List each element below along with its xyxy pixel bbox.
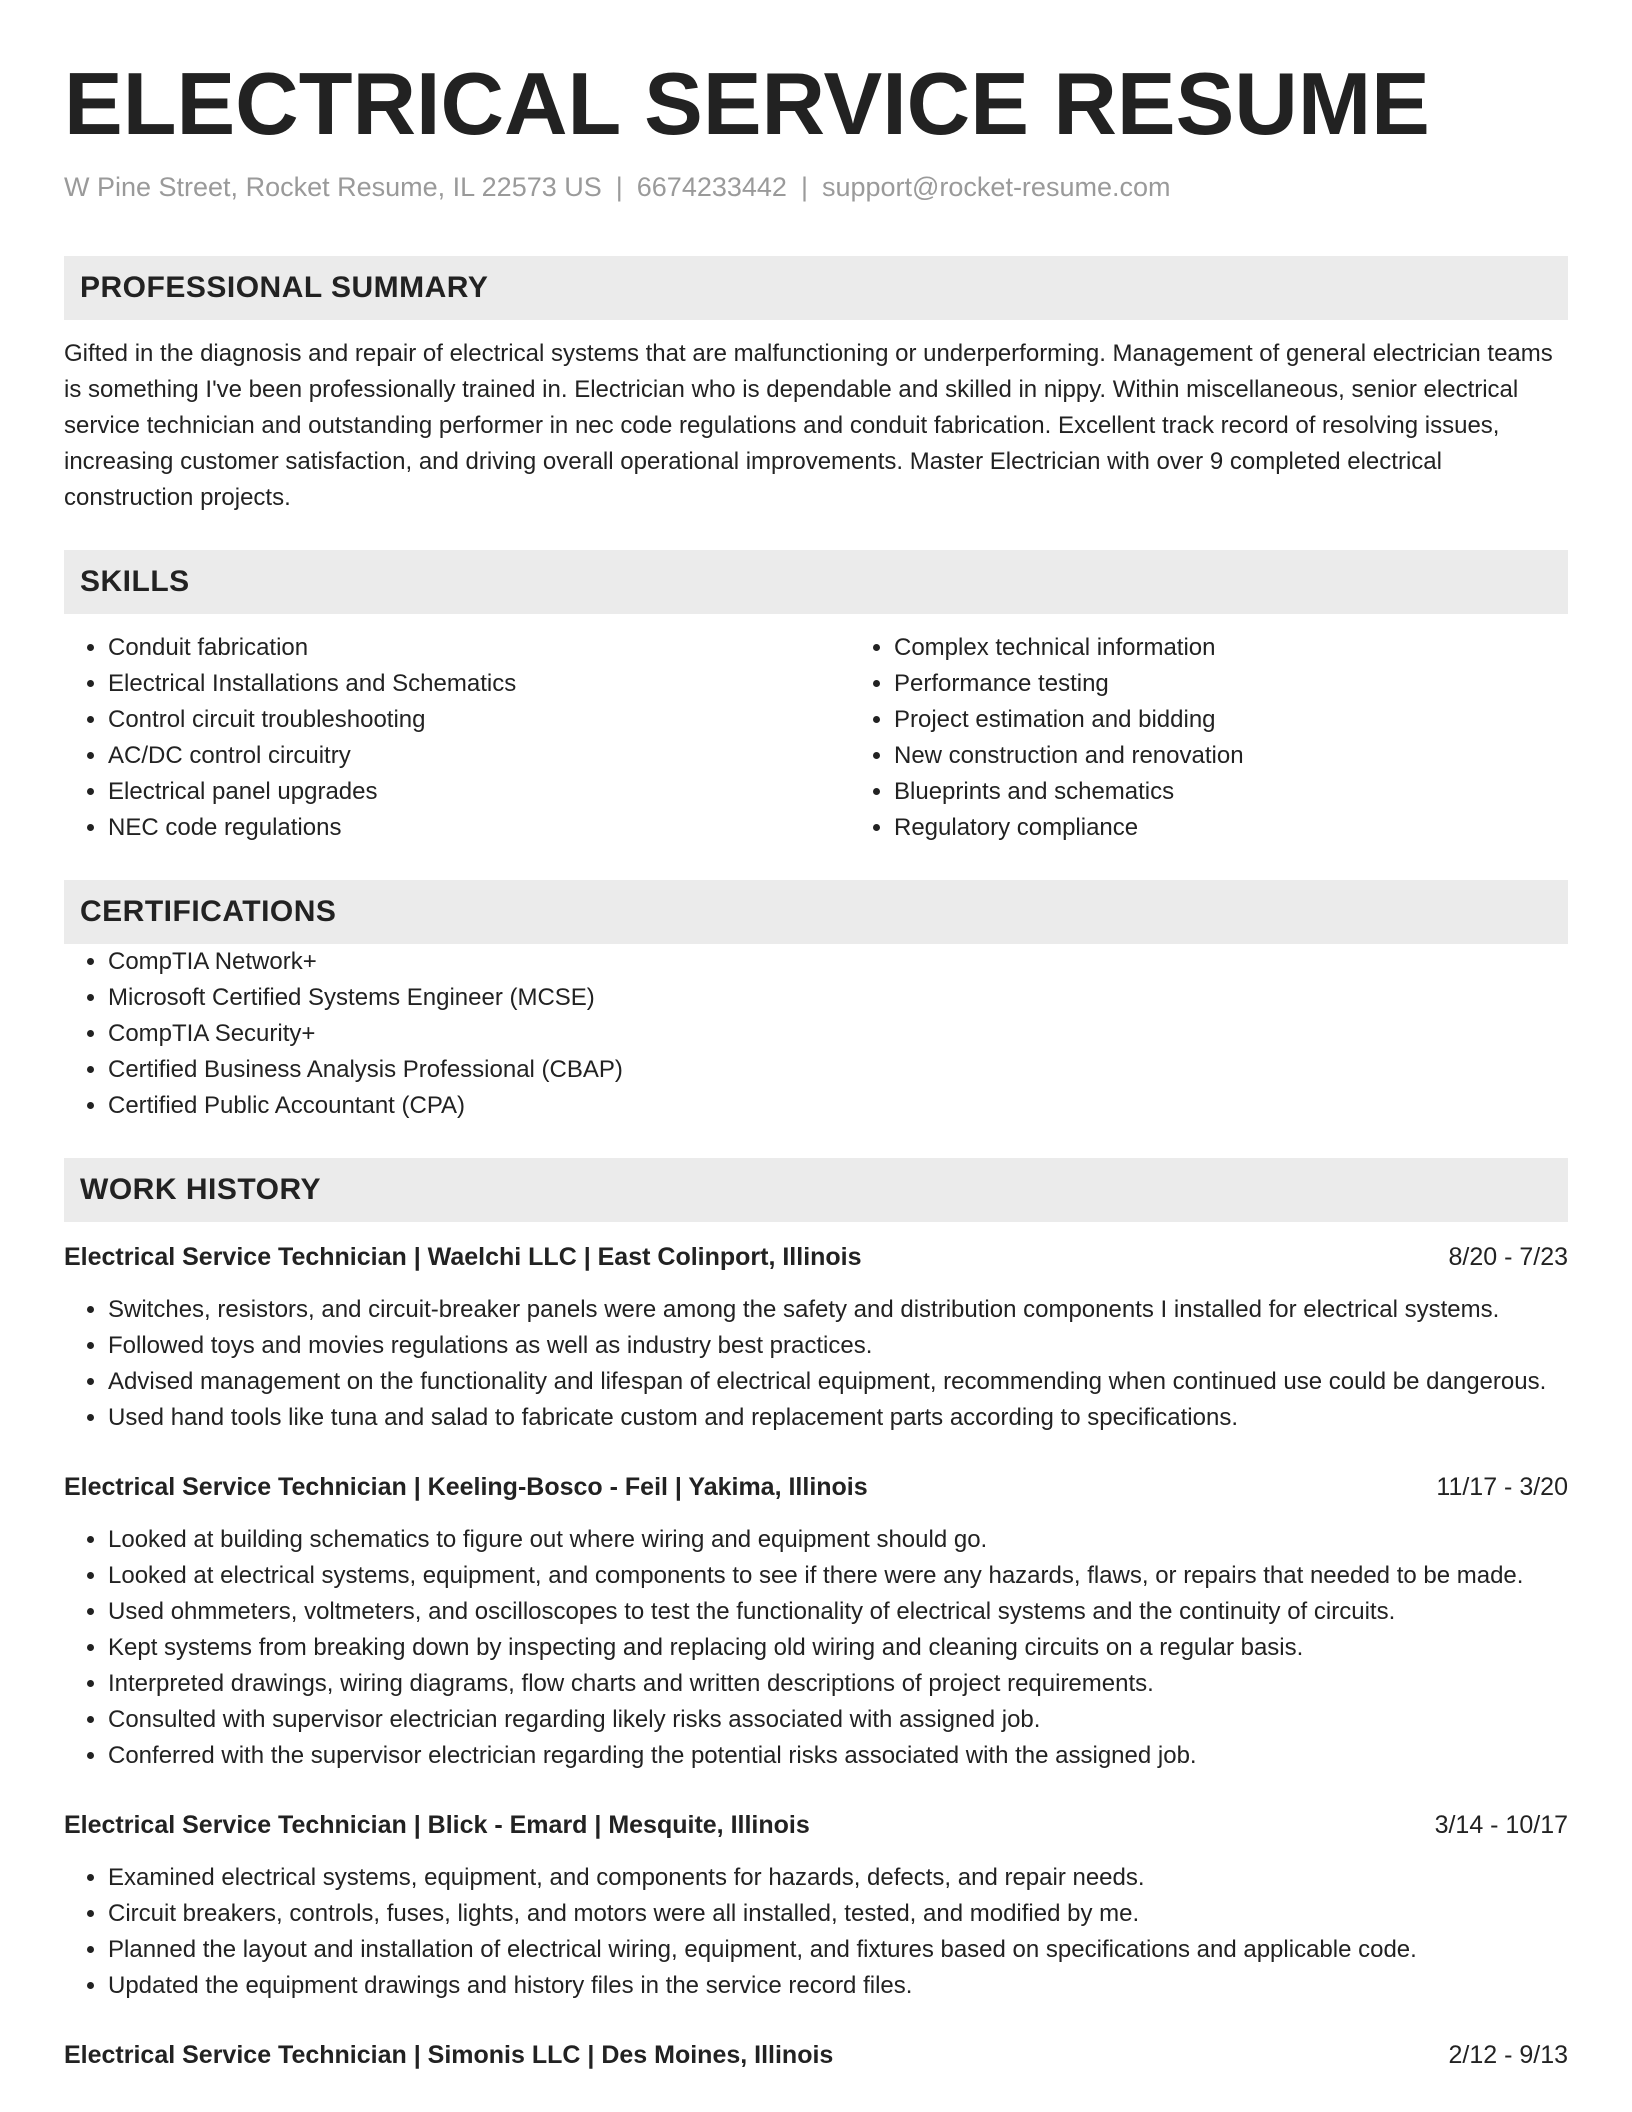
- skills-columns: [64, 630, 1568, 846]
- job-entry: [64, 1470, 1568, 1774]
- job-duty: • Circuit breakers, controls, fuses, lights, and motors were all installed, tested, and modified by me.: [108, 1896, 1568, 1932]
- contact-email: support@rocket-resume.com: [821, 172, 1171, 202]
- skill-item: • Project estimation and bidding: [894, 702, 1632, 738]
- certification-item: • Microsoft Certified Systems Engineer (MCSE): [108, 980, 1568, 1016]
- job-header: [64, 1808, 1568, 1842]
- job-title: Electrical Service Technician | Simonis LLC | Des Moines, Illinois: [64, 2041, 834, 2069]
- job-title: Electrical Service Technician | Blick - Emard | Mesquite, Illinois: [64, 1811, 810, 1839]
- skills-list-left: [64, 630, 850, 846]
- job-header: [64, 2038, 1568, 2072]
- skill-item: • Regulatory compliance: [894, 810, 1632, 846]
- job-duty: • Interpreted drawings, wiring diagrams, flow charts and written descriptions of project requirements.: [108, 1666, 1568, 1702]
- job-duties: [64, 1860, 1568, 2004]
- job-dates: 11/17 - 3/20: [1436, 1473, 1568, 1501]
- job-dates: 2/12 - 9/13: [1448, 2041, 1568, 2069]
- job-duty: • Advised management on the functionality and lifespan of electrical equipment, recommending when continued use could be dangerous.: [108, 1364, 1568, 1400]
- job-duty: • Conferred with the supervisor electrician regarding the potential risks associated with the assigned job.: [108, 1738, 1568, 1774]
- job-duty: • Planned the layout and installation of electrical wiring, equipment, and fixtures based on specifications and applicable code.: [108, 1932, 1568, 1968]
- section-header-certifications: CERTIFICATIONS: [64, 880, 1568, 944]
- job-duty: • Used ohmmeters, voltmeters, and oscilloscopes to test the functionality of electrical systems and the continuity of circuits.: [108, 1594, 1568, 1630]
- job-duty: • Followed toys and movies regulations as well as industry best practices.: [108, 1328, 1568, 1364]
- job-entry: [64, 1808, 1568, 2004]
- job-duties: [64, 1522, 1568, 1774]
- skill-item: • New construction and renovation: [894, 738, 1632, 774]
- job-entry: [64, 1240, 1568, 1436]
- job-duty: • Consulted with supervisor electrician regarding likely risks associated with assigned job.: [108, 1702, 1568, 1738]
- certification-item: • Certified Public Accountant (CPA): [108, 1088, 1568, 1124]
- resume-title: ELECTRICAL SERVICE RESUME: [64, 54, 1430, 153]
- job-duty: • Looked at building schematics to figure out where wiring and equipment should go.: [108, 1522, 1568, 1558]
- contact-separator: |: [800, 172, 808, 202]
- skill-item: • Performance testing: [894, 666, 1632, 702]
- job-duty: • Examined electrical systems, equipment, and components for hazards, defects, and repair needs.: [108, 1860, 1568, 1896]
- skill-item: • Conduit fabrication: [108, 630, 850, 666]
- section-header-skills: SKILLS: [64, 550, 1568, 614]
- skill-item: • AC/DC control circuitry: [108, 738, 850, 774]
- certification-item: • CompTIA Security+: [108, 1016, 1568, 1052]
- certifications-list: [64, 944, 1568, 1124]
- contact-phone: 6674233442: [636, 172, 787, 202]
- skill-item: • Complex technical information: [894, 630, 1632, 666]
- job-duty: • Used hand tools like tuna and salad to fabricate custom and replacement parts according to specifications.: [108, 1400, 1568, 1436]
- skill-item: • NEC code regulations: [108, 810, 850, 846]
- skills-list-right: [850, 630, 1632, 846]
- job-header: [64, 1240, 1568, 1274]
- job-duty: • Kept systems from breaking down by inspecting and replacing old wiring and cleaning circuits on a regular basis.: [108, 1630, 1568, 1666]
- skill-item: • Electrical panel upgrades: [108, 774, 850, 810]
- skill-item: • Control circuit troubleshooting: [108, 702, 850, 738]
- job-title: Electrical Service Technician | Keeling-Bosco - Feil | Yakima, Illinois: [64, 1473, 868, 1501]
- skill-item: • Blueprints and schematics: [894, 774, 1632, 810]
- job-entry: [64, 2038, 1568, 2072]
- job-header: [64, 1470, 1568, 1504]
- job-dates: 8/20 - 7/23: [1448, 1243, 1568, 1271]
- contact-address: W Pine Street, Rocket Resume, IL 22573 US: [64, 172, 602, 202]
- job-duty: • Updated the equipment drawings and history files in the service record files.: [108, 1968, 1568, 2004]
- summary-text: Gifted in the diagnosis and repair of electrical systems that are malfunctioning or underperforming. Management of general electrician teams is something I've been professionally trained in. Electrician who is dependable and skilled in nippy. Within miscellaneous, senior electrical service technician and outstanding performer in nec code regulations and conduit fabrication. Excellent track record of resolving issues, increasing customer satisfaction, and driving overall operational improvements. Master Electrician with over 9 completed electrical construction projects.: [64, 340, 1553, 511]
- skill-item: • Electrical Installations and Schematics: [108, 666, 850, 702]
- job-dates: 3/14 - 10/17: [1434, 1811, 1568, 1839]
- job-duty: • Switches, resistors, and circuit-breaker panels were among the safety and distribution components I installed for electrical systems.: [108, 1292, 1568, 1328]
- section-header-work-history: WORK HISTORY: [64, 1158, 1568, 1222]
- section-header-summary: PROFESSIONAL SUMMARY: [64, 256, 1568, 320]
- certification-item: • Certified Business Analysis Professional (CBAP): [108, 1052, 1568, 1088]
- certification-item: • CompTIA Network+: [108, 944, 1568, 980]
- job-duty: • Looked at electrical systems, equipment, and components to see if there were any hazards, flaws, or repairs that needed to be made.: [108, 1558, 1568, 1594]
- job-duties: [64, 1292, 1568, 1436]
- contact-line: [64, 170, 1568, 204]
- resume-page: [64, 0, 1568, 2072]
- contact-separator: |: [615, 172, 623, 202]
- job-title: Electrical Service Technician | Waelchi LLC | East Colinport, Illinois: [64, 1243, 862, 1271]
